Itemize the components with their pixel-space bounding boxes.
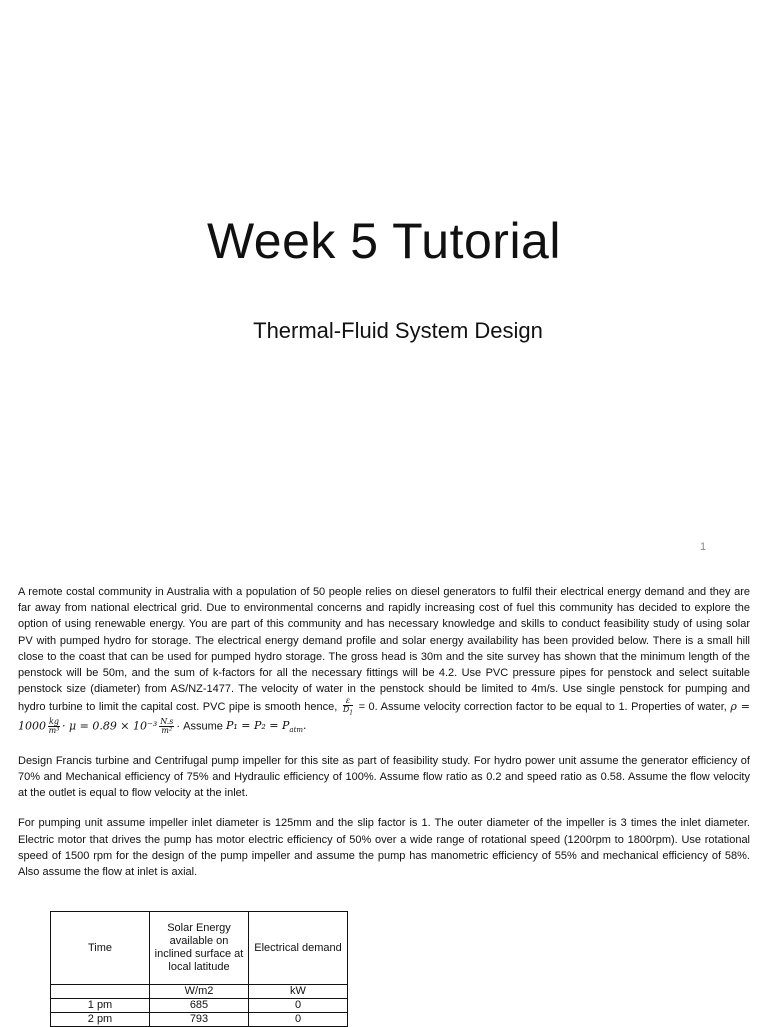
table-cell: 0 [249,999,348,1013]
table-cell: 685 [150,999,249,1013]
table-units-row [51,985,348,999]
slide-subtitle: Thermal-Fluid System Design [253,318,543,343]
table-row [51,1013,348,1027]
problem-text-1a: A remote costal community in Australia with a population of 50 people relies on diesel generators to fulfil their electrical energy demand and they are far away from national electrical grid. Due to environmental concerns and rapidly increasing cost of fuel this community has decided to explore the option of using renewable energy. You are part of this community and has necessary knowledge and skills to conduct feasibility study of using solar PV with pumped hydro for storage. The electrical energy demand profile and solar energy availability has been provided below. There is a small hill close to the coast that can be used for pumped hydro storage. The gross head is 30m and the site survey has shown that the minimum length of the penstock will be 50m, and the sum of k-factors for all the necessary fittings will be 4.2. Use PVC pressure pipes for penstock and select suitable penstock size (diameter) from AS/NZ-1477. The velocity of water in the penstock should be limited to 4m/s. Use single penstock for pumping and hydro turbine to limit the capital cost. PVC pipe is smooth hence, [18,586,750,714]
header-solar-energy: Solar Energy available on inclined surface at local latitude [150,912,249,985]
viscosity-unit: $\frac{N.s}{\text{m²}}$ [160,717,174,736]
pressure-equation: $P_1 = P_2 = P_{atm}$. [225,719,307,735]
problem-text-1b: = 0. Assume velocity correction factor to be equal to 1. Properties of water, [358,701,727,714]
relative-roughness-fraction: $\frac{\varepsilon}{D_1}$ [342,696,354,718]
unit-solar: W/m2 [150,985,249,999]
problem-statement [18,584,750,894]
density-equation: ρ = 1000 [18,700,750,733]
viscosity-equation: · μ = 0.89 × 10⁻³ [61,719,158,733]
problem-paragraph-3: For pumping unit assume impeller inlet diameter is 125mm and the slip factor is 1. The outer diameter of the impeller is 3 times the inlet diameter. Electric motor that drives the pump has motor electric efficiency of 50% over a wide range of rotational speed (1200rpm to 1800rpm). Use rotational speed of 1500 rpm for the design of the pump impeller and assume the pump has manometric efficiency of 55% and mechanical efficiency of 58%. Also assume the flow at inlet is axial. [18,817,750,879]
table-cell: 0 [249,1013,348,1027]
problem-paragraph-2: Design Francis turbine and Centrifugal pump impeller for this site as part of feasibility study. For hydro power unit assume the generator efficiency of 70% and Mechanical efficiency of 75% and Hydraulic efficiency of 100%. Assume flow ratio as 0.2 and speed ratio as 0.58. Assume the flow velocity at the outlet is equal to flow velocity at the inlet. [18,754,750,800]
problem-text-1c: Assume [183,720,223,733]
table-cell: 793 [150,1013,249,1027]
problem-paragraph-1: A remote costal community in Australia with a population of 50 people relies on diesel generators to fulfil their electrical energy demand and they are far away from national electrical grid. Due to environmental concerns and rapidly increasing cost of fuel this community has decided to explore the option of using renewable energy. You are part of this community and has necessary knowledge and skills to conduct feasibility study of using solar PV with pumped hydro for storage. The electrical energy demand profile and solar energy availability has been provided below. There is a small hill close to the coast that can be used for pumped hydro storage. The gross head is 30m and the site survey has shown that the minimum length of the penstock will be 50m, and the sum of k-factors for all the necessary fittings will be 4.2. Use PVC pressure pipes for penstock and select suitable penstock size (diameter) from AS/NZ-1477. The velocity of water in the penstock should be limited to 4m/s. Use single penstock for pumping and hydro turbine to limit the capital cost. PVC pipe is smooth hence, $\frac{\varepsilon}{D_1}$ = 0. Assume velocity correction factor to be equal to 1. Properties of water, ρ = 1000 $\frac{kg}{\text{m³}}$ · μ = 0.89 × 10⁻³ $\frac{N.s}{\text{m²}}$ · Assume $P_1 = P_2 = P_{atm}$. [18,586,750,736]
table-cell: 2 pm [51,1013,150,1027]
table-header-row [51,912,348,985]
slide-page-number: 1 [700,541,707,553]
table-cell: 1 pm [51,999,150,1013]
header-electrical-demand: Electrical demand [249,912,348,985]
density-unit: $\frac{kg}{\text{m³}}$ [48,717,60,736]
header-time: Time [51,912,150,985]
unit-demand: kW [249,985,348,999]
energy-table [50,911,348,1027]
slide-title: Week 5 Tutorial [207,213,561,269]
unit-time [51,985,150,999]
table-row [51,999,348,1013]
